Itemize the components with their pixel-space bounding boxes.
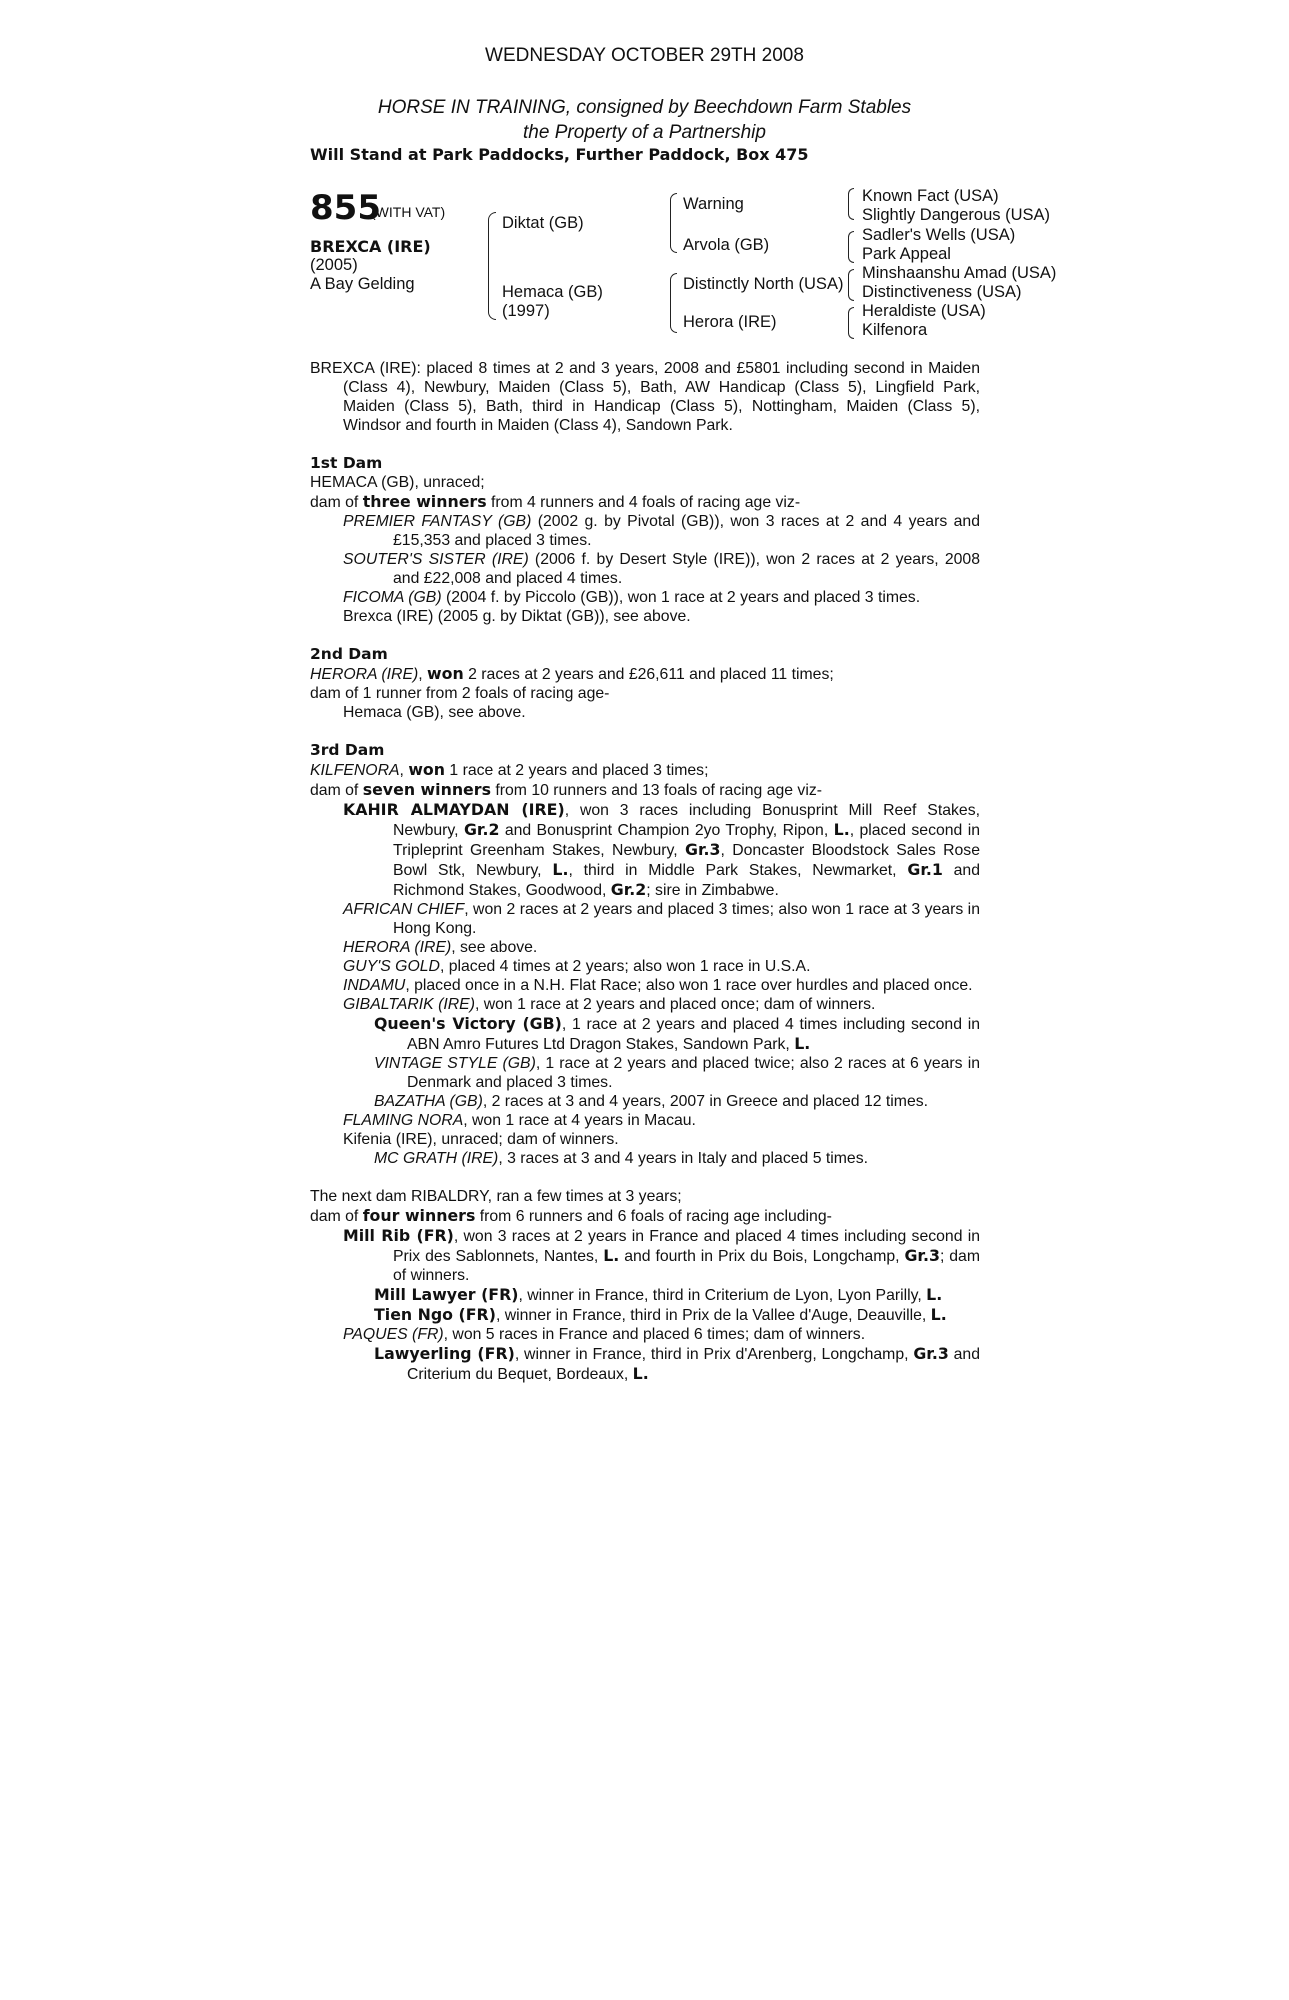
brace-g3-2 [848,231,854,263]
consignor-line: HORSE IN TRAINING, consigned by Beechdown Farm Stables [377,97,912,118]
second-dam-produce-line: dam of 1 runner from 2 foals of racing age- [310,685,610,702]
pedigree-dam: Hemaca (GB) [502,283,603,301]
horse-name: BREXCA (IRE) [310,237,431,256]
first-dam-produce-line: dam of three winners from 4 runners and 4 foals of racing age viz- [310,492,801,511]
brace-sire-side [670,193,677,253]
produce-entry: GIBALTARIK (IRE), won 1 race at 2 years and placed once; dam of winners. [343,996,876,1013]
pedigree-dds: Heraldiste (USA) [862,302,986,320]
third-dam-line: KILFENORA, won 1 race at 2 years and placed 3 times; [310,760,709,779]
grandproduce-entry: Queen's Victory (GB), 1 race at 2 years and placed 4 times including second in ABN Amro Futures Ltd Dragon Stakes, Sandown Park, L. [374,1014,980,1053]
race-record: BREXCA (IRE): placed 8 times at 2 and 3 years, 2008 and £5801 including second in Maiden (Class 4), Newbury, Maiden (Class 5), Bath, AW Handicap (Class 5), Lingfield Park, Maiden (Class 5), Bath, third in Handicap (Class 5), Nottingham, Maiden (Class 5), Windsor and fourth in Maiden (Class 4), Sandown Park. [310,360,980,434]
produce-entry: SOUTER'S SISTER (IRE) (2006 f. by Desert Style (IRE)), won 2 races at 2 years, 2008 and £22,008 and placed 4 times. [343,551,980,587]
pedigree-sire: Diktat (GB) [502,214,584,232]
pedigree-sds: Sadler's Wells (USA) [862,226,1016,244]
second-dam-line: HERORA (IRE), won 2 races at 2 years and £26,611 and placed 11 times; [310,664,834,683]
second-dam-heading: 2nd Dam [310,645,388,663]
third-dam-produce-line: dam of seven winners from 10 runners and 13 foals of racing age viz- [310,780,823,799]
brace-g3-4 [848,307,854,339]
produce-entry: KAHIR ALMAYDAN (IRE), won 3 races including Bonusprint Mill Reef Stakes, Newbury, Gr.2 and Bonusprint Champion 2yo Trophy, Ripon, L., placed second in Tripleprint Greenham Stakes, Newbury, Gr.3, Doncaster Bloodstock Sales Rose Bowl Stk, Newbury, L., third in Middle Park Stakes, Newmarket, Gr.1 and Richmond Stakes, Goodwood, Gr.2; sire in Zimbabwe. [343,800,981,899]
property-line: the Property of a Partnership [523,122,766,143]
produce-entry: FICOMA (GB) (2004 f. by Piccolo (GB)), won 1 race at 2 years and placed 3 times. [343,589,921,606]
brace-g3-1 [848,188,854,220]
produce-entry: AFRICAN CHIEF, won 2 races at 2 years and placed 3 times; also won 1 race at 3 years in Hong Kong. [343,901,980,937]
next-dam-line: The next dam RIBALDRY, ran a few times at 3 years; [310,1188,682,1205]
grandproduce-entry: Mill Lawyer (FR), winner in France, third in Criterium de Lyon, Lyon Parilly, L. [374,1285,943,1304]
produce-entry: PAQUES (FR), won 5 races in France and placed 6 times; dam of winners. [343,1326,866,1343]
stabling-line: Will Stand at Park Paddocks, Further Paddock, Box 475 [310,145,809,164]
produce-entry: PREMIER FANTASY (GB) (2002 g. by Pivotal (GB)), won 3 races at 2 and 4 years and £15,353 and placed 3 times. [343,513,980,549]
produce-entry: Kifenia (IRE), unraced; dam of winners. [343,1131,619,1148]
produce-entry: INDAMU, placed once in a N.H. Flat Race; also won 1 race over hurdles and placed once. [343,977,973,994]
first-dam-heading: 1st Dam [310,454,383,472]
pedigree-dsd: Distinctiveness (USA) [862,283,1022,301]
sale-date: WEDNESDAY OCTOBER 29TH 2008 [485,45,804,66]
vat-note: (WITH VAT) [371,204,446,220]
brace-gen1 [488,212,496,320]
pedigree-dam-sire: Distinctly North (USA) [683,275,844,293]
pedigree-ddd: Kilfenora [862,321,928,339]
produce-entry: HERORA (IRE), see above. [343,939,538,956]
pedigree-sire-sire: Warning [683,195,744,213]
pedigree-ssd: Slightly Dangerous (USA) [862,206,1050,224]
third-dam-heading: 3rd Dam [310,741,385,759]
horse-description: A Bay Gelding [310,275,415,293]
pedigree-dam-year: (1997) [502,302,550,320]
pedigree-sire-dam: Arvola (GB) [683,236,770,254]
produce-entry: Mill Rib (FR), won 3 races at 2 years in France and placed 4 times including second in Prix des Sablonnets, Nantes, L. and fourth in Prix du Bois, Longchamp, Gr.3; dam of winners. [343,1226,980,1284]
produce-entry: Hemaca (GB), see above. [343,704,526,721]
grandproduce-entry: VINTAGE STYLE (GB), 1 race at 2 years and placed twice; also 2 races at 6 years in Denmark and placed 3 times. [374,1055,980,1091]
grandproduce-entry: Lawyerling (FR), winner in France, third in Prix d'Arenberg, Longchamp, Gr.3 and Criterium du Bequet, Bordeaux, L. [374,1344,980,1383]
catalogue-body [310,359,980,1384]
brace-g3-3 [848,269,854,301]
produce-entry: Brexca (IRE) (2005 g. by Diktat (GB)), see above. [343,608,691,625]
pedigree-sss: Known Fact (USA) [862,187,999,205]
foaling-year: (2005) [310,256,358,274]
produce-entry: FLAMING NORA, won 1 race at 4 years in Macau. [343,1112,696,1129]
grandproduce-entry: Tien Ngo (FR), winner in France, third in Prix de la Vallee d'Auge, Deauville, L. [374,1305,947,1324]
pedigree-dam-dam: Herora (IRE) [683,313,777,331]
next-dam-produce-line: dam of four winners from 6 runners and 6 foals of racing age including- [310,1206,832,1225]
produce-entry: GUY'S GOLD, placed 4 times at 2 years; also won 1 race in U.S.A. [343,958,811,975]
grandproduce-entry: BAZATHA (GB), 2 races at 3 and 4 years, 2007 in Greece and placed 12 times. [374,1093,929,1110]
pedigree-sdd: Park Appeal [862,245,951,263]
pedigree-dss: Minshaanshu Amad (USA) [862,264,1057,282]
brace-dam-side [670,273,677,333]
lot-number: 855 [310,188,381,228]
grandproduce-entry: MC GRATH (IRE), 3 races at 3 and 4 years in Italy and placed 5 times. [374,1150,869,1167]
first-dam-line: HEMACA (GB), unraced; [310,474,485,491]
